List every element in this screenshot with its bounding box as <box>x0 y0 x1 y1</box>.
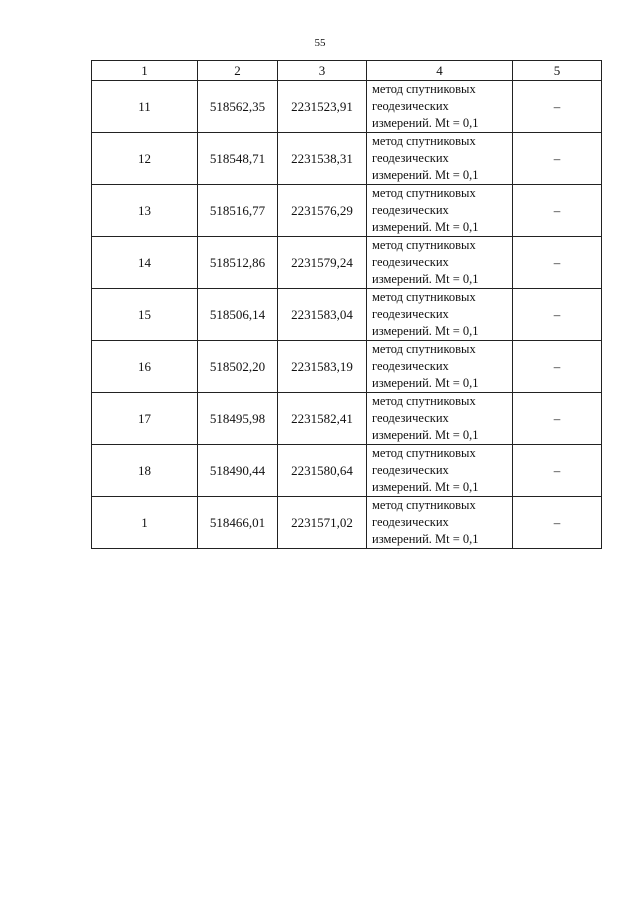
x-coordinate-cell: 518562,35 <box>198 81 278 133</box>
point-number-cell: 15 <box>92 289 198 341</box>
x-coordinate-cell: 518495,98 <box>198 393 278 445</box>
method-cell: метод спутниковых геодезических измерений. Mt = 0,1 <box>367 341 513 393</box>
note-cell: – <box>513 341 602 393</box>
x-coordinate-cell: 518548,71 <box>198 133 278 185</box>
method-cell: метод спутниковых геодезических измерений. Mt = 0,1 <box>367 185 513 237</box>
header-col-2: 2 <box>198 61 278 81</box>
header-col-5: 5 <box>513 61 602 81</box>
header-row <box>92 61 602 81</box>
method-cell: метод спутниковых геодезических измерений. Mt = 0,1 <box>367 289 513 341</box>
x-coordinate-cell: 518466,01 <box>198 497 278 549</box>
point-number-cell: 16 <box>92 341 198 393</box>
y-coordinate-cell: 2231576,29 <box>278 185 367 237</box>
point-number-cell: 13 <box>92 185 198 237</box>
note-cell: – <box>513 289 602 341</box>
note-cell: – <box>513 497 602 549</box>
header-col-4: 4 <box>367 61 513 81</box>
point-number-cell: 11 <box>92 81 198 133</box>
y-coordinate-cell: 2231523,91 <box>278 81 367 133</box>
y-coordinate-cell: 2231538,31 <box>278 133 367 185</box>
point-number-cell: 12 <box>92 133 198 185</box>
point-number-cell: 1 <box>92 497 198 549</box>
method-cell: метод спутниковых геодезических измерений. Mt = 0,1 <box>367 497 513 549</box>
y-coordinate-cell: 2231580,64 <box>278 445 367 497</box>
note-cell: – <box>513 237 602 289</box>
note-cell: – <box>513 185 602 237</box>
method-cell: метод спутниковых геодезических измерений. Mt = 0,1 <box>367 133 513 185</box>
y-coordinate-cell: 2231582,41 <box>278 393 367 445</box>
table-row <box>92 81 602 133</box>
table-row <box>92 185 602 237</box>
note-cell: – <box>513 393 602 445</box>
point-number-cell: 17 <box>92 393 198 445</box>
table-row <box>92 237 602 289</box>
page-number: 55 <box>314 37 326 49</box>
x-coordinate-cell: 518502,20 <box>198 341 278 393</box>
y-coordinate-cell: 2231583,04 <box>278 289 367 341</box>
header-col-1: 1 <box>92 61 198 81</box>
table-row <box>92 133 602 185</box>
table-row <box>92 497 602 549</box>
x-coordinate-cell: 518490,44 <box>198 445 278 497</box>
x-coordinate-cell: 518516,77 <box>198 185 278 237</box>
method-cell: метод спутниковых геодезических измерений. Mt = 0,1 <box>367 445 513 497</box>
y-coordinate-cell: 2231571,02 <box>278 497 367 549</box>
method-cell: метод спутниковых геодезических измерений. Mt = 0,1 <box>367 393 513 445</box>
header-col-3: 3 <box>278 61 367 81</box>
table-body <box>92 81 602 549</box>
table-row <box>92 445 602 497</box>
x-coordinate-cell: 518512,86 <box>198 237 278 289</box>
coordinates-table <box>91 60 602 549</box>
note-cell: – <box>513 81 602 133</box>
point-number-cell: 18 <box>92 445 198 497</box>
table-row <box>92 393 602 445</box>
method-cell: метод спутниковых геодезических измерений. Mt = 0,1 <box>367 81 513 133</box>
point-number-cell: 14 <box>92 237 198 289</box>
table-row <box>92 341 602 393</box>
y-coordinate-cell: 2231579,24 <box>278 237 367 289</box>
table-row <box>92 289 602 341</box>
method-cell: метод спутниковых геодезических измерений. Mt = 0,1 <box>367 237 513 289</box>
note-cell: – <box>513 133 602 185</box>
y-coordinate-cell: 2231583,19 <box>278 341 367 393</box>
x-coordinate-cell: 518506,14 <box>198 289 278 341</box>
note-cell: – <box>513 445 602 497</box>
